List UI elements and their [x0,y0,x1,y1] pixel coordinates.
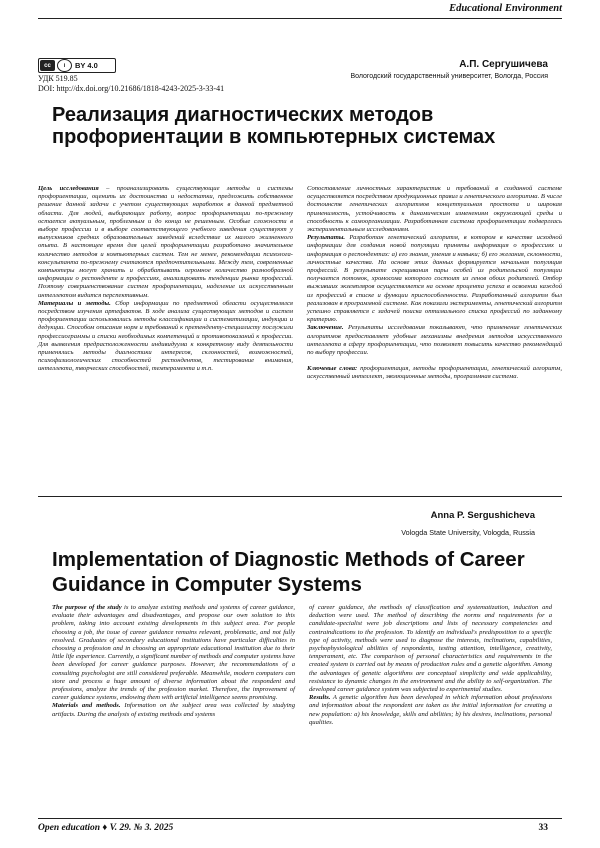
doi-link[interactable]: DOI: http://dx.doi.org/10.21686/1818-4243-2025-3-33-41 [38,84,225,93]
abstract-en-col2 [309,604,552,727]
author-ru: А.П. Сергушичева [459,59,548,70]
page-number: 33 [538,823,548,833]
affiliation-en: Vologda State University, Vologda, Russia [401,528,535,537]
journal-footer: Open education ♦ V. 29. № 3. 2025 [38,823,174,833]
license-label: BY 4.0 [75,61,98,70]
keywords-text: профориентация, методы профориентации, генетический алгоритм, искусственный интеллект, эволюционные методы, программная система. [307,365,562,381]
results-text-ru: Разработан генетический алгоритм, в котором в качестве исходной информации для создания новой популяции приняты информация о профессиях и информация о респондентах: а) его знания, умения и навыки; б) его желания, склонности, личностные качества. На основе этих данных формируется начальная популяция профессий. В результате скрещивания пары особей из родительской популяции получается потомок, хромосома которого состоит из генов обоих родителей. Отбор выживших экземпляров осуществляется на основе процента успеха в освоении каждой из профессий в списке и функции приспособленности. Разработанный алгоритм был реализован в программной системе. Как показали эксперименты, генетический алгоритм успешно справляется с задачей поиска оптимального списка профессий по заданному критерию. [307,234,563,324]
materials-text: Information on the subject area was collected by studying artifacts. During the analysis of existing methods and systems [52,702,295,718]
aim-label: Цель исследования [38,185,99,192]
section-tag: Educational Environment [449,3,562,14]
footer-rule [38,818,562,819]
results-text-en: A genetic algorithm has been developed in which information about professions and information about the respondent are taken as the initial information for creating a new population: a) his knowledge, skills and abilities; b) his desires, inclinations, personal qualities. [309,694,552,726]
title-ru: Реализация диагностических методов профориентации в компьютерных системах [52,104,496,148]
udc-code: УДК 519.85 [38,74,78,83]
purpose-label: The purpose of the study [52,604,122,611]
results-label-en: Results. [309,694,331,702]
materials-label: Materials and methods. [52,702,121,710]
section-divider [38,496,562,497]
cc-icon: cc [40,60,55,71]
aim-text: – проанализировать существующие методы и системы профориентации, оценить их достоинства и недостатки, предложить собственное решение данной задачи с учетом существующих наработок в данной предметной области. Для людей, выбирающих работу, вопрос профориентации по-прежнему остается актуальным, проблемным и до конца не решенным. Особые сложности в выборе профессии и в выборе соответствующего учебного заведения существуют у выпускников средних образовательных заведений вследствие их малого жизненного опыта. В настоящее время для целей профориентации разработано значительное количество методов и компьютерных систем. Тем не менее, рекомендации психолога-консультанта по-прежнему считаются предпочтительными. Между тем, современные компьютеры могут хранить и обрабатывать огромное количество разнообразной информации о респонденте и профессиях, анализировать тенденции рынка профессий. Поэтому совершенствование систем профориентации, наделение их искусственным интеллектом видится перспективным. [38,185,293,299]
conclusion-label: Заключение. [307,324,344,332]
abstract-ru-col1 [38,185,293,374]
purpose-text: is to analyze existing methods and systems of career guidance, evaluate their advantages and disadvantages, and propose our own solution to this problem, taking into account existing developments in this subject area. For people choosing a job, the issue of career guidance remains relevant, problematic, and not fully resolved. Graduates of secondary educational institutions have particular difficulties in choosing a profession and in choosing an appropriate educational institution due to their little life experience. Currently, a significant number of methods and computer systems have been developed for career guidance purposes. However, the recommendations of a consulting psychologist are still considered preferable. Meanwhile, modern computers can store and process a huge amount of diverse information about the respondent and professions, analyze the trends of the profession market. Therefore, the improvement of career guidance systems, endowing them with artificial intelligence seems promising. [52,604,295,702]
attribution-icon: i [57,59,72,72]
results-label-ru: Результаты. [307,234,346,242]
header-rule [38,18,562,19]
col2-intro-ru: Сопоставление личностных характеристик и требований в созданной системе осуществляется посредством продукционных правил и генетического алгоритма. В числе достоинств генетических алгоритмов концептуальная простота и широкая применимость, устойчивость к динамическим изменениям окружающей среды и способность к самоорганизации. Разработанная система профориентации подверглась экспериментальным исследованиям. [307,185,562,234]
author-en: Anna P. Sergushicheva [430,510,535,521]
conclusion-text: Результаты исследования показывают, что применение генетических алгоритмов предоставляет удобные механизмы внедрения методов искусственного интеллекта в сферу профориентации, что позволяет повысить качество рекомендаций по выбору профессии. [307,324,562,357]
cc-license-badge[interactable] [38,58,116,73]
affiliation-ru: Вологодский государственный университет, Вологда, Россия [350,73,548,80]
title-en: Implementation of Diagnostic Methods of Career Guidance in Computer Systems [52,548,525,596]
abstract-ru-col2 [307,185,562,382]
methods-text: Сбор информации по предметной области осуществлялся посредством изучения артефактов. В ходе анализа существующих методов и систем профориентации использовались методы классификации и систематизации, индукции и дедукции. Способом описания норм и требований к претенденту-специалисту послужили профессиограммы и списки необходимых компетенций и противопоказаний к профессии. Для выявления предрасположенности индивидуума к конкретному виду деятельности применялись методы диагностики интересов, склонностей, возможностей, психофизиологических способностей респондентов, тестирование внимания, интеллекта, творческих способностей, темперамента и т.п. [38,299,293,373]
abstract-en-col1 [52,604,295,719]
methods-label: Материалы и методы. [38,299,111,307]
col2-text-en: of career guidance, the methods of classification and systematization, induction and deduction were used. The method of describing the norms and requirements for a candidate-specialist were job descriptions and lists of necessary competencies and contraindications to the profession. To identify an individual's predisposition to a specific type of activity, methods were used to diagnose the interests, inclinations, capabilities, psychophysiological abilities of respondents, testing attention, intelligence, creativity, temperament, etc. The comparison of personal characteristics and requirements in the created system is carried out by means of production rules and a genetic algorithm. Among the advantages of genetic algorithms are conceptual simplicity and wide applicability, resistance to dynamic changes in the environment and the ability to self-organization. The developed career guidance system was subjected to experimental studies. [309,604,552,694]
keywords-label: Ключевые слова: [307,365,358,373]
